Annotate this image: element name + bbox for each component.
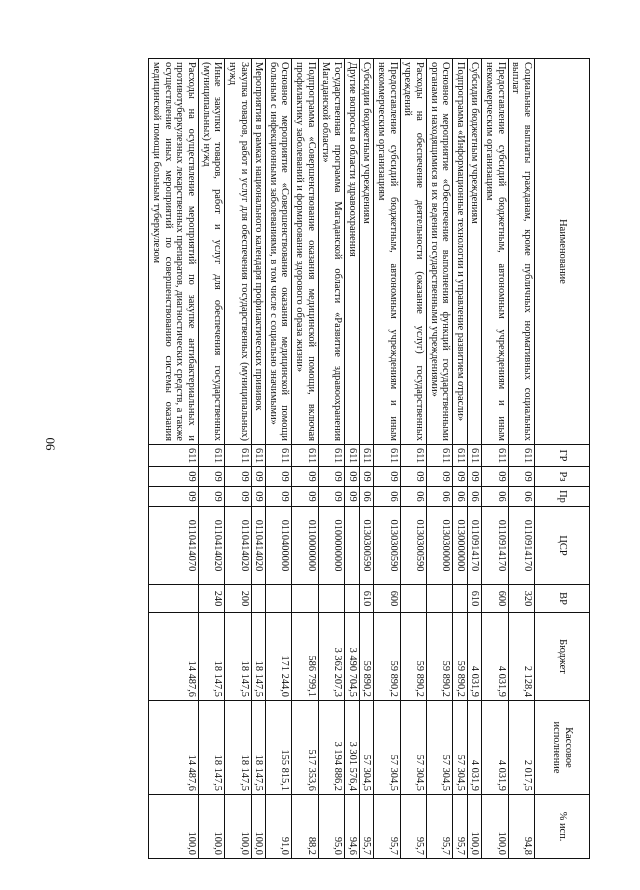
cell-kassa: 155 815,1: [266, 701, 292, 795]
cell-budget: 586 799,1: [292, 613, 318, 701]
cell-name: Субсидии бюджетным учреждениям: [359, 59, 374, 445]
cell-rz: 09: [482, 467, 508, 487]
cell-gr: 611: [374, 445, 400, 467]
cell-rz: 09: [345, 467, 360, 487]
cell-budget: 18 147,5: [251, 613, 266, 701]
cell-vr: 200: [225, 585, 251, 613]
cell-pct: 100,0: [149, 795, 199, 859]
cell-vr: [426, 585, 452, 613]
cell-budget: 3 362 207,3: [318, 613, 344, 701]
cell-pr: 06: [359, 487, 374, 507]
cell-pct: 100,0: [225, 795, 251, 859]
cell-budget: 59 890,2: [400, 613, 426, 701]
header-pr: Пр: [535, 487, 590, 507]
cell-pct: 95,7: [359, 795, 374, 859]
cell-kassa: 57 304,5: [359, 701, 374, 795]
cell-gr: 611: [198, 445, 224, 467]
cell-name: Предоставление субсидий бюджетным, автономным учреждениям и иным некоммерческим организациям: [374, 59, 400, 445]
table-row: [467, 59, 482, 859]
cell-gr: 611: [149, 445, 199, 467]
header-csr: ЦСР: [535, 507, 590, 585]
table-row: [508, 59, 534, 859]
table-row: [266, 59, 292, 859]
cell-rz: 09: [467, 467, 482, 487]
header-gr: ГР: [535, 445, 590, 467]
cell-name: Иные закупки товаров, работ и услуг для обеспечения государственных (муниципальных) нужд: [198, 59, 224, 445]
table-row: [292, 59, 318, 859]
cell-name: Социальные выплаты гражданам, кроме публичных нормативных социальных выплат: [508, 59, 534, 445]
cell-vr: [251, 585, 266, 613]
cell-budget: 59 890,2: [426, 613, 452, 701]
cell-budget: 14 487,6: [149, 613, 199, 701]
cell-pct: 88,2: [292, 795, 318, 859]
cell-rz: 09: [374, 467, 400, 487]
cell-pct: 91,0: [266, 795, 292, 859]
cell-name: Другие вопросы в области здравоохранения: [345, 59, 360, 445]
cell-kassa: 18 147,5: [198, 701, 224, 795]
cell-kassa: 57 304,5: [453, 701, 468, 795]
cell-pct: 95,7: [400, 795, 426, 859]
page-number: 90: [42, 437, 58, 451]
cell-csr: 0110000000: [292, 507, 318, 585]
cell-name: Субсидии бюджетным учреждениям: [467, 59, 482, 445]
cell-budget: 18 147,5: [225, 613, 251, 701]
cell-pr: 06: [374, 487, 400, 507]
cell-pct: 95,0: [318, 795, 344, 859]
cell-pr: 06: [482, 487, 508, 507]
cell-gr: 611: [292, 445, 318, 467]
cell-csr: 0110914170: [508, 507, 534, 585]
header-budget: Бюджет: [535, 613, 590, 701]
cell-pr: 09: [225, 487, 251, 507]
cell-kassa: 18 147,5: [251, 701, 266, 795]
cell-name: Расходы на осуществление мероприятий по закупке антибактериальных и противотуберкулезных лекарственных препаратов, диагностических средств, а также осуществление иных мероприятий по совершенствованию системы оказания медицинской помощи больным туберкулезом: [149, 59, 199, 445]
table-row: [482, 59, 508, 859]
cell-kassa: 4 031,9: [482, 701, 508, 795]
cell-pr: 09: [198, 487, 224, 507]
cell-budget: 59 890,2: [359, 613, 374, 701]
cell-pr: 09: [292, 487, 318, 507]
header-name: Наименование: [535, 59, 590, 445]
cell-kassa: 57 304,5: [426, 701, 452, 795]
cell-gr: 611: [400, 445, 426, 467]
cell-pr: 06: [467, 487, 482, 507]
cell-csr: 0110414020: [251, 507, 266, 585]
table-row: [426, 59, 452, 859]
cell-budget: 59 890,2: [453, 613, 468, 701]
cell-gr: 611: [482, 445, 508, 467]
header-vr: ВР: [535, 585, 590, 613]
cell-gr: 611: [426, 445, 452, 467]
cell-kassa: 14 487,6: [149, 701, 199, 795]
cell-kassa: 3 194 886,2: [318, 701, 344, 795]
cell-rz: 09: [198, 467, 224, 487]
header-pct: % исп.: [535, 795, 590, 859]
cell-vr: 610: [359, 585, 374, 613]
cell-pr: 09: [266, 487, 292, 507]
cell-kassa: 517 353,6: [292, 701, 318, 795]
cell-rz: 09: [225, 467, 251, 487]
cell-pr: 09: [149, 487, 199, 507]
cell-rz: 09: [359, 467, 374, 487]
cell-vr: [453, 585, 468, 613]
cell-rz: 09: [508, 467, 534, 487]
cell-rz: 09: [400, 467, 426, 487]
cell-pct: 94,8: [508, 795, 534, 859]
header-row: [535, 59, 590, 859]
cell-gr: 611: [359, 445, 374, 467]
table-row: [225, 59, 251, 859]
cell-vr: [345, 585, 360, 613]
cell-kassa: 18 147,5: [225, 701, 251, 795]
cell-csr: 0110914170: [467, 507, 482, 585]
cell-csr: 0110414020: [225, 507, 251, 585]
cell-name: Основное мероприятие «Совершенствование оказания медицинской помощи больным с инфекционными заболеваниями, в том числе с социально значимыми»: [266, 59, 292, 445]
cell-pr: 06: [453, 487, 468, 507]
cell-gr: 611: [467, 445, 482, 467]
cell-gr: 611: [318, 445, 344, 467]
cell-kassa: 3 301 576,4: [345, 701, 360, 795]
cell-pct: 95,7: [453, 795, 468, 859]
budget-table: [148, 58, 590, 859]
table-row: [198, 59, 224, 859]
cell-budget: 4 031,9: [467, 613, 482, 701]
cell-gr: 611: [508, 445, 534, 467]
cell-rz: 09: [453, 467, 468, 487]
cell-vr: [400, 585, 426, 613]
cell-pr: 09: [251, 487, 266, 507]
cell-kassa: 57 304,5: [400, 701, 426, 795]
cell-kassa: 4 031,9: [467, 701, 482, 795]
cell-csr: 0130300590: [359, 507, 374, 585]
cell-vr: 600: [482, 585, 508, 613]
cell-name: Расходы на обеспечение деятельности (оказание услуг) государственных учреждений: [400, 59, 426, 445]
table-row: [400, 59, 426, 859]
cell-vr: 320: [508, 585, 534, 613]
cell-budget: 18 147,5: [198, 613, 224, 701]
cell-vr: [149, 585, 199, 613]
cell-pct: 100,0: [467, 795, 482, 859]
table-row: [453, 59, 468, 859]
cell-name: Предоставление субсидий бюджетным, автономным учреждениям и иным некоммерческим организациям: [482, 59, 508, 445]
cell-csr: 0130300590: [400, 507, 426, 585]
cell-pr: 06: [400, 487, 426, 507]
cell-rz: 09: [426, 467, 452, 487]
cell-budget: 171 244,0: [266, 613, 292, 701]
cell-gr: 611: [453, 445, 468, 467]
cell-rz: 09: [251, 467, 266, 487]
cell-pr: 06: [426, 487, 452, 507]
cell-name: Подпрограмма «Информационные технологии и управление развитием отрасли»: [453, 59, 468, 445]
cell-pct: 100,0: [482, 795, 508, 859]
cell-pct: 94,6: [345, 795, 360, 859]
table-row: [318, 59, 344, 859]
cell-rz: 09: [266, 467, 292, 487]
cell-kassa: 2 017,5: [508, 701, 534, 795]
cell-csr: 0130300590: [374, 507, 400, 585]
cell-csr: 0110914170: [482, 507, 508, 585]
cell-csr: 0130300000: [426, 507, 452, 585]
header-rz: Рз: [535, 467, 590, 487]
cell-name: Мероприятия в рамках национального календаря профилактических прививок: [251, 59, 266, 445]
cell-budget: 3 490 704,5: [345, 613, 360, 701]
cell-name: Закупка товаров, работ и услуг для обеспечения государственных (муниципальных) нужд: [225, 59, 251, 445]
cell-rz: 09: [149, 467, 199, 487]
cell-pr: 06: [508, 487, 534, 507]
cell-vr: [266, 585, 292, 613]
table-row: [374, 59, 400, 859]
cell-vr: [292, 585, 318, 613]
cell-csr: 0130000000: [453, 507, 468, 585]
table-row: [149, 59, 199, 859]
cell-pct: 95,7: [374, 795, 400, 859]
cell-kassa: 57 304,5: [374, 701, 400, 795]
cell-pr: 09: [345, 487, 360, 507]
cell-rz: 09: [292, 467, 318, 487]
cell-name: Государственная программа Магаданской области «Развитие здравоохранения Магаданской области»: [318, 59, 344, 445]
cell-pct: 100,0: [198, 795, 224, 859]
cell-budget: 2 128,4: [508, 613, 534, 701]
table-row: [251, 59, 266, 859]
cell-gr: 611: [225, 445, 251, 467]
cell-rz: 09: [318, 467, 344, 487]
cell-budget: 59 890,2: [374, 613, 400, 701]
cell-budget: 4 031,9: [482, 613, 508, 701]
cell-gr: 611: [266, 445, 292, 467]
cell-gr: 611: [251, 445, 266, 467]
cell-name: Подпрограмма «Совершенствование оказания медицинской помощи, включая профилактику заболеваний и формирование здорового образа жизни»: [292, 59, 318, 445]
cell-vr: 600: [374, 585, 400, 613]
cell-csr: 0110400000: [266, 507, 292, 585]
table-row: [345, 59, 360, 859]
cell-vr: 610: [467, 585, 482, 613]
cell-vr: 240: [198, 585, 224, 613]
rotated-table-container: [108, 58, 590, 858]
cell-pct: 95,7: [426, 795, 452, 859]
cell-gr: 611: [345, 445, 360, 467]
table-row: [359, 59, 374, 859]
cell-vr: [318, 585, 344, 613]
cell-name: Основное мероприятие «Обеспечение выполнения функций государственными органами и находящимися в их ведении государственными учреждениями»: [426, 59, 452, 445]
cell-csr: 0100000000: [318, 507, 344, 585]
cell-pct: 100,0: [251, 795, 266, 859]
cell-csr: 0110414020: [198, 507, 224, 585]
cell-csr: 0110414070: [149, 507, 199, 585]
cell-csr: [345, 507, 360, 585]
cell-pr: 09: [318, 487, 344, 507]
header-kassa: Кассовое исполнение: [535, 701, 590, 795]
